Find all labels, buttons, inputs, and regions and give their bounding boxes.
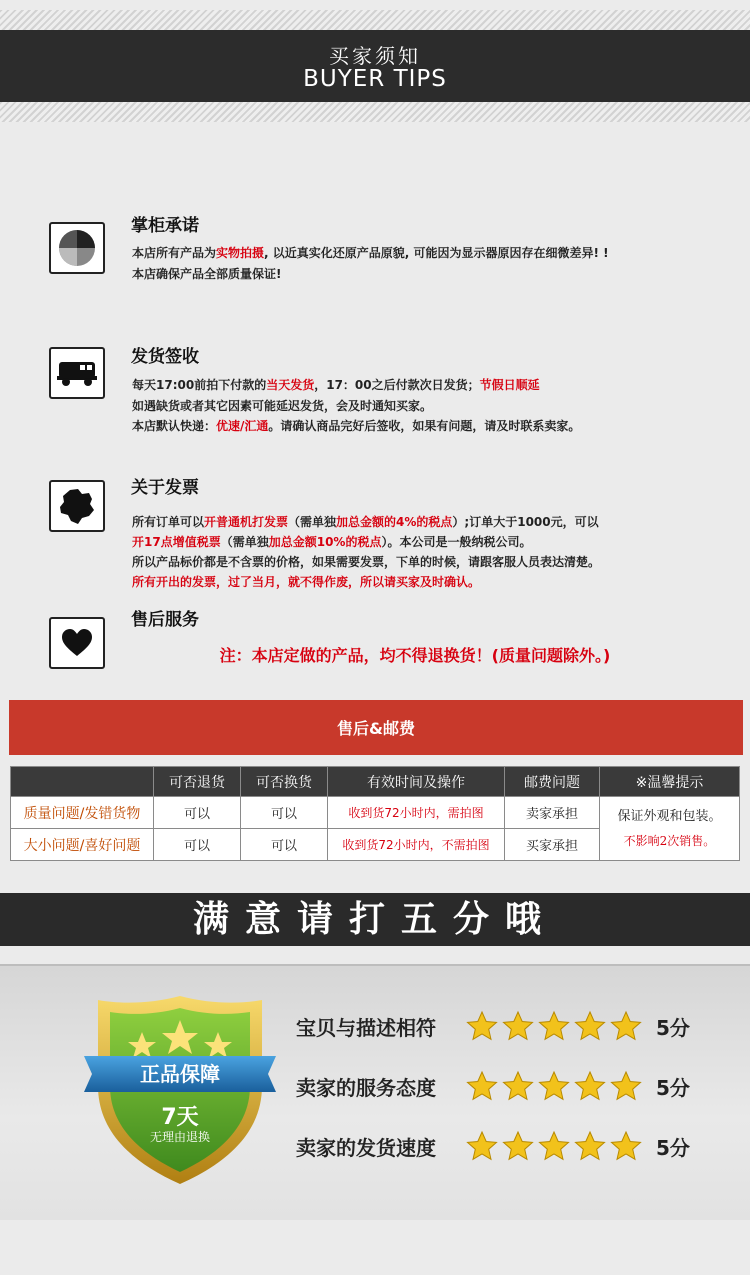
table-cell: 可以 (154, 829, 241, 861)
star-icon (610, 1010, 642, 1042)
table-cell: 质量问题/发错货物 (11, 797, 154, 829)
rating-score: 5分 (656, 1135, 690, 1160)
aftersale-postage-bar: 售后&邮费 (9, 700, 743, 755)
rating-score: 5分 (656, 1075, 690, 1100)
section-title-promise: 掌柜承诺 (131, 216, 199, 236)
star-rating (466, 1070, 642, 1102)
table-cell: 可以 (154, 797, 241, 829)
table-header: 邮费问题 (505, 767, 600, 797)
section-line: 如遇缺货或者其它因素可能延迟发货，会及时通知买家。 (132, 399, 433, 413)
rating-row (296, 1066, 690, 1106)
aftersale-notice: 注：本店定做的产品，均不得退换货！(质量问题除外。) (219, 646, 611, 665)
star-icon (610, 1070, 642, 1102)
rating-banner: 满意请打五分哦 (0, 893, 750, 946)
map-icon (49, 480, 105, 532)
section-line: 开17点增值税票（需单独加总金额10%的税点）。本公司是一般纳税公司。 (132, 535, 532, 549)
star-icon (466, 1070, 498, 1102)
section-line: 所有开出的发票，过了当月，就不得作废，所以请买家及时确认。 (132, 575, 481, 589)
header-title-cn: 买家须知 (329, 44, 421, 68)
header-title-en: BUYER TIPS (303, 66, 447, 92)
table-cell: 买家承担 (505, 829, 600, 861)
table-cell: 大小问题/喜好问题 (11, 829, 154, 861)
table-cell: 卖家承担 (505, 797, 600, 829)
star-icon (574, 1070, 606, 1102)
badge-title: 正品保障 (140, 1062, 220, 1086)
table-row (11, 797, 740, 829)
badge-subtitle: 无理由退换 (149, 1130, 210, 1144)
page-header (0, 30, 750, 102)
table-header-row (11, 767, 740, 797)
star-icon (574, 1010, 606, 1042)
truck-icon (49, 347, 105, 399)
section-title-shipping: 发货签收 (131, 347, 199, 367)
star-icon (466, 1010, 498, 1042)
tip-line: 不影响2次销售。 (623, 833, 716, 848)
rating-label: 卖家的发货速度 (296, 1135, 436, 1160)
table-header: 有效时间及操作 (328, 767, 505, 797)
section-line: 所以产品标价都是不含票的价格，如果需要发票，下单的时候，请跟客服人员表达清楚。 (132, 555, 601, 569)
tip-line: 保证外观和包装。 (617, 808, 722, 824)
shield-badge-icon (80, 990, 280, 1190)
rating-row (296, 1006, 690, 1046)
star-icon (538, 1010, 570, 1042)
section-line: 本店所有产品为实物拍摄, 以近真实化还原产品原貌, 可能因为显示器原因存在细微差异! ! (132, 246, 609, 260)
star-rating (466, 1130, 642, 1162)
table-header: ※温馨提示 (600, 767, 740, 797)
star-icon (538, 1130, 570, 1162)
star-icon (574, 1130, 606, 1162)
star-icon (538, 1070, 570, 1102)
rating-label: 卖家的服务态度 (296, 1075, 436, 1100)
star-icon (610, 1130, 642, 1162)
badge-days: 7天 (161, 1105, 199, 1130)
table-header: 可否换货 (241, 767, 328, 797)
table-header (11, 767, 154, 797)
pie-chart-icon (49, 222, 105, 274)
table-cell: 可以 (241, 797, 328, 829)
star-rating (466, 1010, 642, 1042)
rating-label: 宝贝与描述相符 (296, 1015, 436, 1040)
star-icon (502, 1130, 534, 1162)
table-cell: 收到货72小时内，不需拍图 (328, 829, 505, 861)
rating-score: 5分 (656, 1015, 690, 1040)
top-stripe (0, 10, 750, 30)
section-line: 本店确保产品全部质量保证! (132, 267, 282, 281)
warm-tip-cell (600, 797, 740, 861)
table-header: 可否退货 (154, 767, 241, 797)
star-icon (502, 1010, 534, 1042)
aftersale-table (10, 766, 740, 861)
section-title-aftersale: 售后服务 (131, 610, 199, 630)
rating-row (296, 1126, 690, 1166)
star-icon (502, 1070, 534, 1102)
star-icon (466, 1130, 498, 1162)
section-line: 每天17:00前拍下付款的当天发货，17：00之后付款次日发货；节假日顺延 (132, 378, 540, 392)
section-line: 本店默认快递：优速/汇通。请确认商品完好后签收，如果有问题，请及时联系卖家。 (132, 419, 581, 433)
table-cell: 收到货72小时内，需拍图 (328, 797, 505, 829)
section-line: 所有订单可以开普通机打发票（需单独加总金额的4%的税点）;订单大于1000元，可以 (132, 515, 599, 529)
table-cell: 可以 (241, 829, 328, 861)
header-stripe (0, 102, 750, 122)
section-title-invoice: 关于发票 (131, 478, 199, 498)
